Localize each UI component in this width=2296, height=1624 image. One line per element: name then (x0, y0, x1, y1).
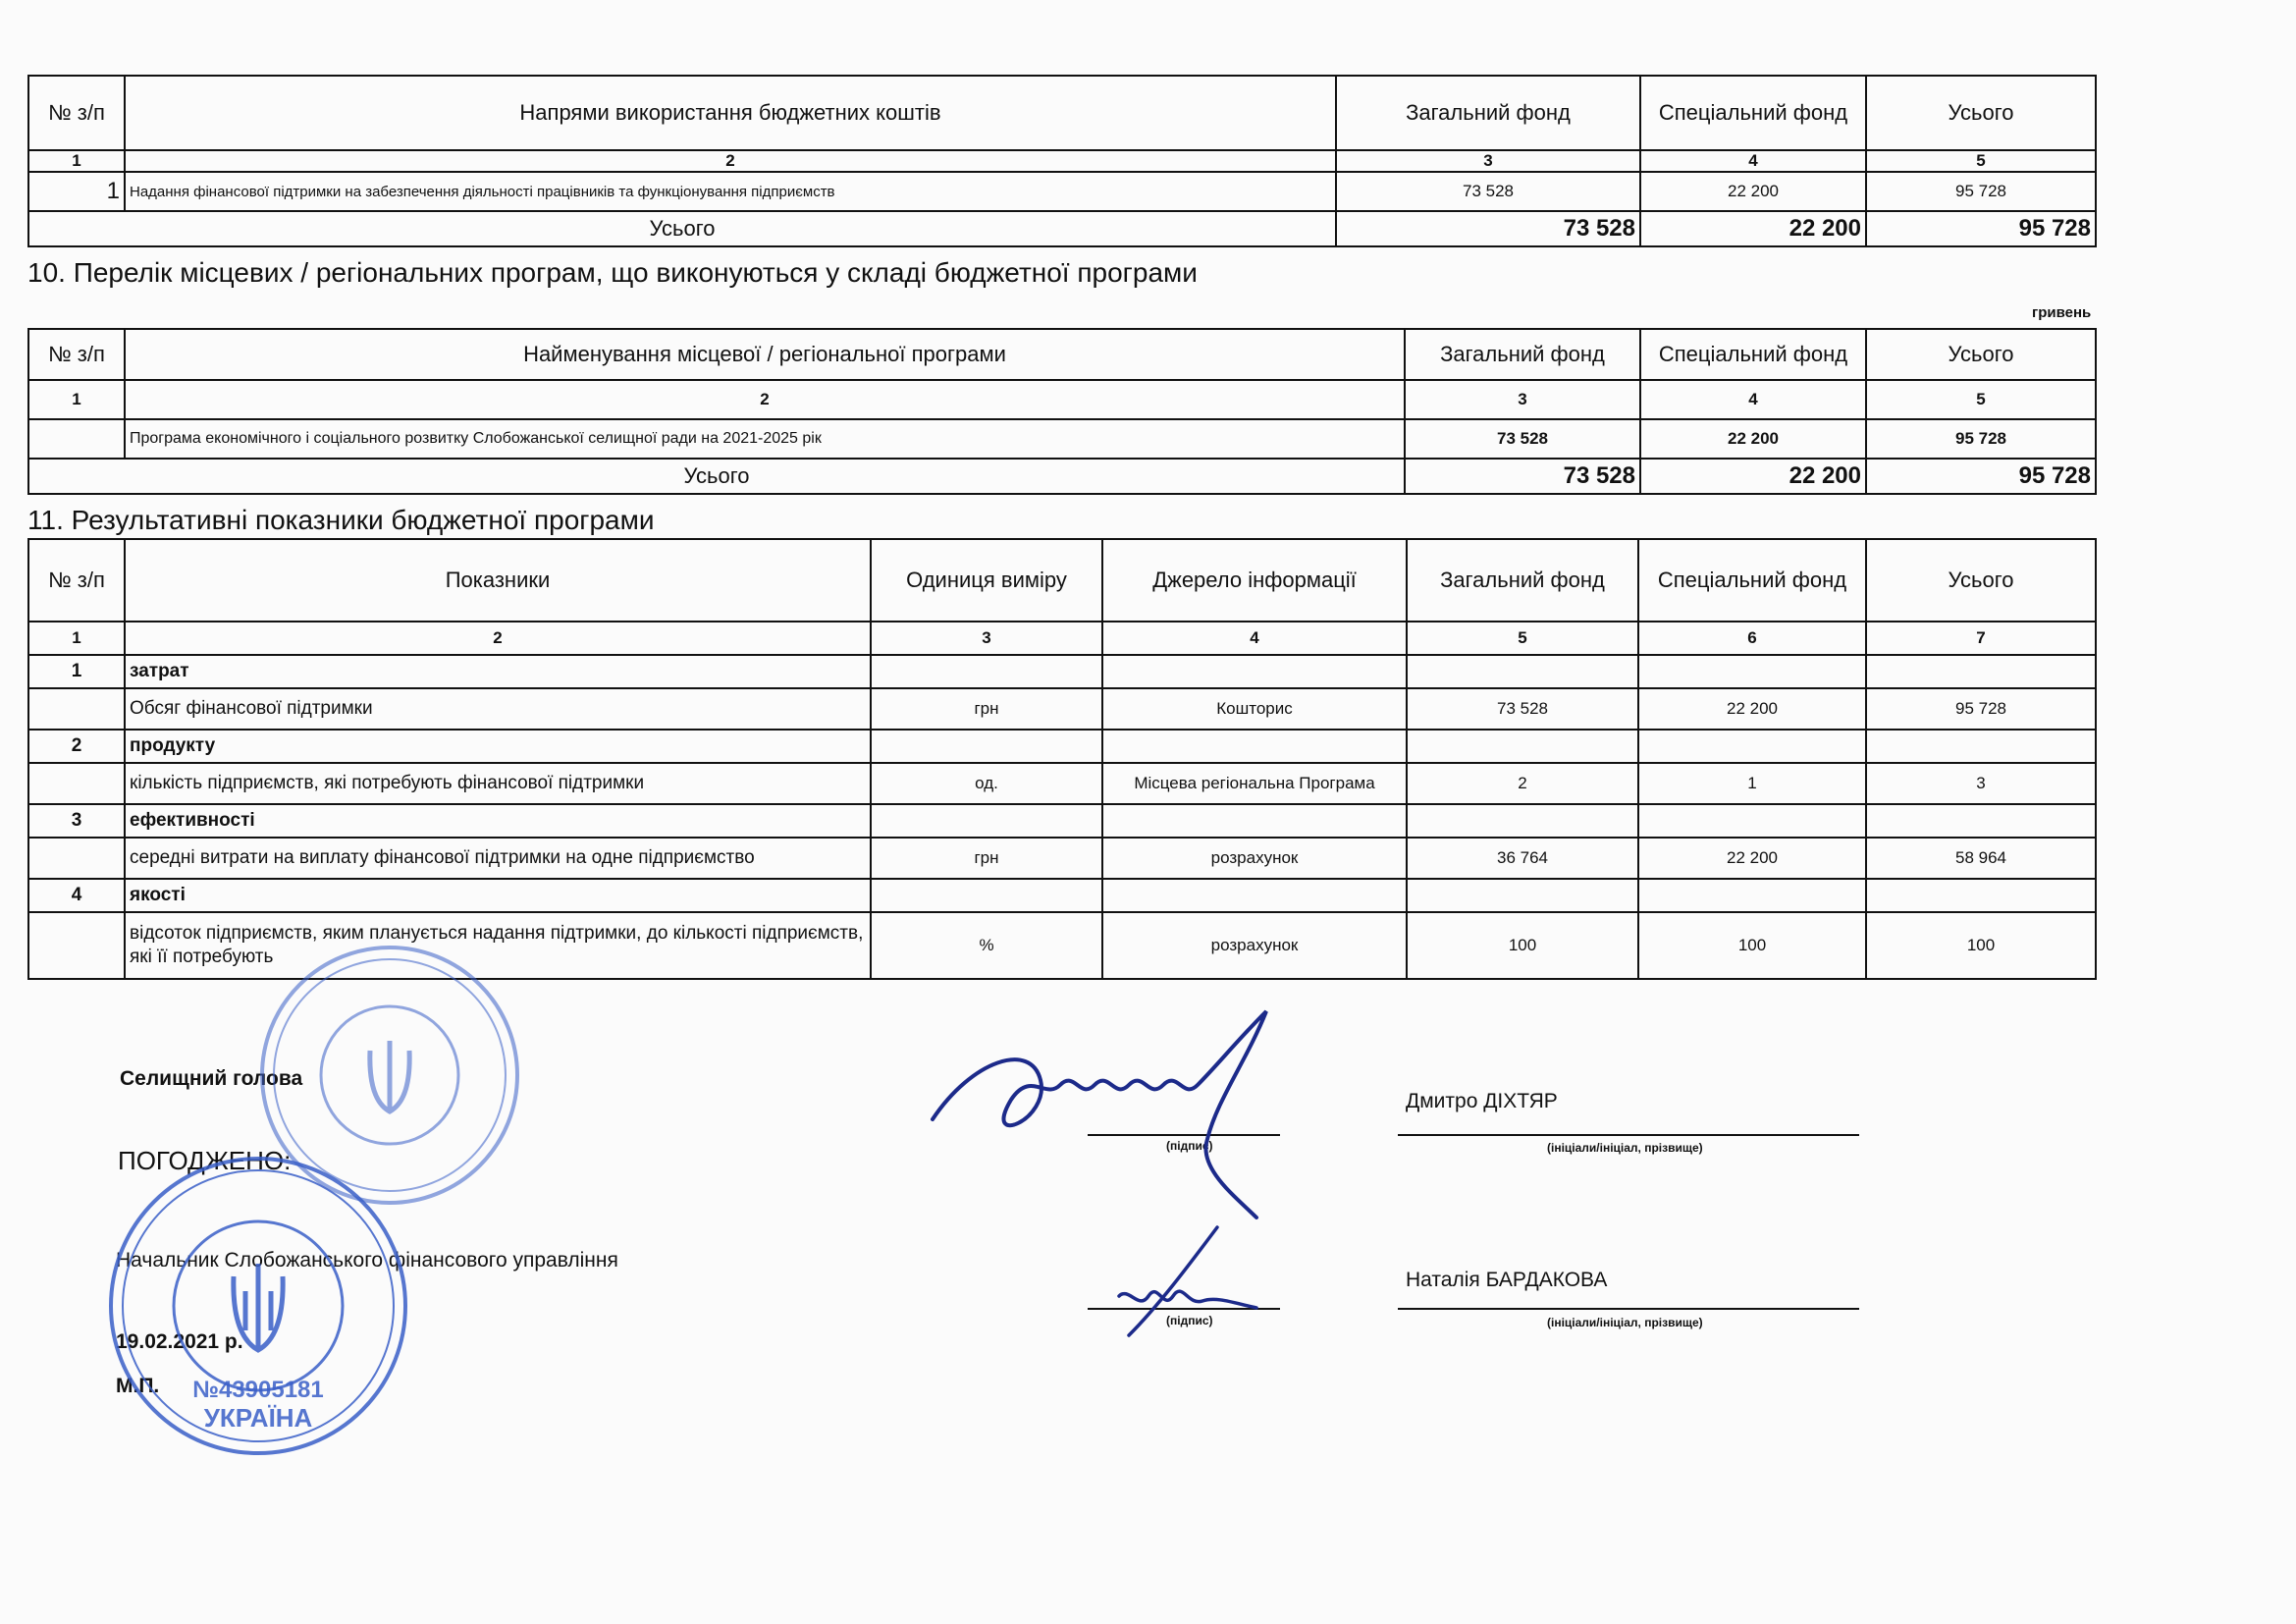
date-label: 19.02.2021 р. (116, 1330, 243, 1353)
indicator-name: середні витрати на виплату фінансової підтримки на одне підприємство (125, 838, 871, 879)
indicator-general: 2 (1407, 763, 1638, 804)
col-special-fund: Спеціальний фонд (1640, 76, 1866, 150)
row-total: 95 728 (1866, 419, 2096, 459)
indicator-special: 22 200 (1638, 688, 1866, 730)
section-10-title: 10. Перелік місцевих / регіональних програм, що виконуються у складі бюджетної програми (27, 257, 1198, 288)
fin-signature-icon (1090, 1218, 1266, 1355)
row-number (28, 419, 125, 459)
head-name: Дмитро ДІХТЯР (1406, 1090, 1558, 1112)
table-row (28, 688, 2096, 730)
indicator-special: 22 200 (1638, 838, 1866, 879)
column-number-row (28, 150, 2096, 172)
group-number: 3 (28, 804, 125, 838)
seal-stamp-icon (257, 943, 522, 1208)
col-special-fund: Спеціальний фонд (1638, 539, 1866, 622)
fin-name: Наталія БАРДАКОВА (1406, 1269, 1608, 1291)
col-number: 2 (125, 150, 1336, 172)
col-no: № з/п (28, 539, 125, 622)
indicator-general: 100 (1407, 912, 1638, 979)
col-number: 5 (1866, 150, 2096, 172)
col-total: Усього (1866, 539, 2096, 622)
row-name: Програма економічного і соціального розвитку Слобожанської селищної ради на 2021-2025 рік (125, 419, 1405, 459)
group-row (28, 804, 2096, 838)
signature-caption: (підпис) (1166, 1139, 1213, 1153)
total-row (28, 459, 2096, 494)
agreed-label: ПОГОДЖЕНО: (118, 1146, 292, 1175)
local-programs-table (27, 328, 2097, 495)
row-name: Надання фінансової підтримки на забезпечення діяльності працівників та функціонування підприємств (125, 172, 1336, 211)
col-source: Джерело інформації (1102, 539, 1407, 622)
total-row (28, 211, 2096, 246)
name-caption: (ініціали/ініціал, прізвище) (1547, 1316, 1703, 1329)
indicator-unit: грн (871, 688, 1102, 730)
group-row (28, 655, 2096, 688)
group-number: 2 (28, 730, 125, 763)
group-name: затрат (125, 655, 871, 688)
group-row (28, 879, 2096, 912)
table-row (28, 172, 2096, 211)
group-number: 4 (28, 879, 125, 912)
indicator-unit: од. (871, 763, 1102, 804)
col-number: 3 (1405, 380, 1640, 419)
total-label: Усього (28, 459, 1405, 494)
indicator-unit: % (871, 912, 1102, 979)
col-number: 1 (28, 380, 125, 419)
column-number-row (28, 380, 2096, 419)
name-line (1398, 1134, 1859, 1136)
table-row (28, 763, 2096, 804)
indicator-source: розрахунок (1102, 838, 1407, 879)
col-number: 1 (28, 150, 125, 172)
section-11-title: 11. Результативні показники бюджетної програми (27, 505, 655, 535)
col-general-fund: Загальний фонд (1405, 329, 1640, 380)
table-header-row (28, 329, 2096, 380)
col-no: № з/п (28, 329, 125, 380)
total-general: 73 528 (1336, 211, 1640, 246)
col-unit: Одиниця виміру (871, 539, 1102, 622)
col-number: 2 (125, 380, 1405, 419)
col-number: 5 (1866, 380, 2096, 419)
row-total: 95 728 (1866, 172, 2096, 211)
col-number: 4 (1102, 622, 1407, 655)
col-special-fund: Спеціальний фонд (1640, 329, 1866, 380)
table-row (28, 419, 2096, 459)
row-special: 22 200 (1640, 419, 1866, 459)
total-label: Усього (28, 211, 1336, 246)
fin-title: Начальник Слобожанського фінансового управління (116, 1249, 618, 1272)
indicator-name: Обсяг фінансової підтримки (125, 688, 871, 730)
signature-caption: (підпис) (1166, 1314, 1213, 1327)
table-row (28, 838, 2096, 879)
col-general-fund: Загальний фонд (1336, 76, 1640, 150)
budget-directions-table (27, 75, 2097, 247)
col-number: 3 (1336, 150, 1640, 172)
stamp-code: №43905181 (192, 1377, 324, 1403)
group-row (28, 730, 2096, 763)
name-caption: (ініціали/ініціал, прізвище) (1547, 1141, 1703, 1155)
indicator-special: 100 (1638, 912, 1866, 979)
total-total: 95 728 (1866, 211, 2096, 246)
total-total: 95 728 (1866, 459, 2096, 494)
col-general-fund: Загальний фонд (1407, 539, 1638, 622)
column-number-row (28, 622, 2096, 655)
col-number: 4 (1640, 380, 1866, 419)
row-general: 73 528 (1405, 419, 1640, 459)
col-no: № з/п (28, 76, 125, 150)
indicator-name: кількість підприємств, які потребують фінансової підтримки (125, 763, 871, 804)
row-general: 73 528 (1336, 172, 1640, 211)
indicator-general: 73 528 (1407, 688, 1638, 730)
mp-label: М.П. (116, 1375, 160, 1397)
row-special: 22 200 (1640, 172, 1866, 211)
group-name: ефективності (125, 804, 871, 838)
group-number: 1 (28, 655, 125, 688)
group-name: продукту (125, 730, 871, 763)
indicator-unit: грн (871, 838, 1102, 879)
table-header-row (28, 76, 2096, 150)
indicator-source: Місцева регіональна Програма (1102, 763, 1407, 804)
col-number: 3 (871, 622, 1102, 655)
indicator-total: 100 (1866, 912, 2096, 979)
col-program-name: Найменування місцевої / регіональної програми (125, 329, 1405, 380)
col-number: 1 (28, 622, 125, 655)
col-total: Усього (1866, 76, 2096, 150)
col-total: Усього (1866, 329, 2096, 380)
col-number: 7 (1866, 622, 2096, 655)
col-directions: Напрями використання бюджетних коштів (125, 76, 1336, 150)
performance-indicators-table (27, 538, 2097, 980)
total-special: 22 200 (1640, 459, 1866, 494)
col-number: 4 (1640, 150, 1866, 172)
indicator-general: 36 764 (1407, 838, 1638, 879)
indicator-source: розрахунок (1102, 912, 1407, 979)
row-number: 1 (28, 172, 125, 211)
total-general: 73 528 (1405, 459, 1640, 494)
col-number: 2 (125, 622, 871, 655)
indicator-name: відсоток підприємств, яким планується надання підтримки, до кількості підприємств, які її потребують (125, 912, 871, 979)
indicator-total: 3 (1866, 763, 2096, 804)
indicator-source: Кошторис (1102, 688, 1407, 730)
head-signature-icon (913, 972, 1325, 1227)
unit-label: гривень (2032, 304, 2092, 321)
indicator-total: 58 964 (1866, 838, 2096, 879)
stamp-country: УКРАЇНА (203, 1403, 313, 1433)
total-special: 22 200 (1640, 211, 1866, 246)
col-number: 5 (1407, 622, 1638, 655)
group-name: якості (125, 879, 871, 912)
indicator-special: 1 (1638, 763, 1866, 804)
table-header-row (28, 539, 2096, 622)
indicator-total: 95 728 (1866, 688, 2096, 730)
name-line (1398, 1308, 1859, 1310)
col-indicators: Показники (125, 539, 871, 622)
col-number: 6 (1638, 622, 1866, 655)
head-title: Селищний голова (120, 1067, 303, 1090)
